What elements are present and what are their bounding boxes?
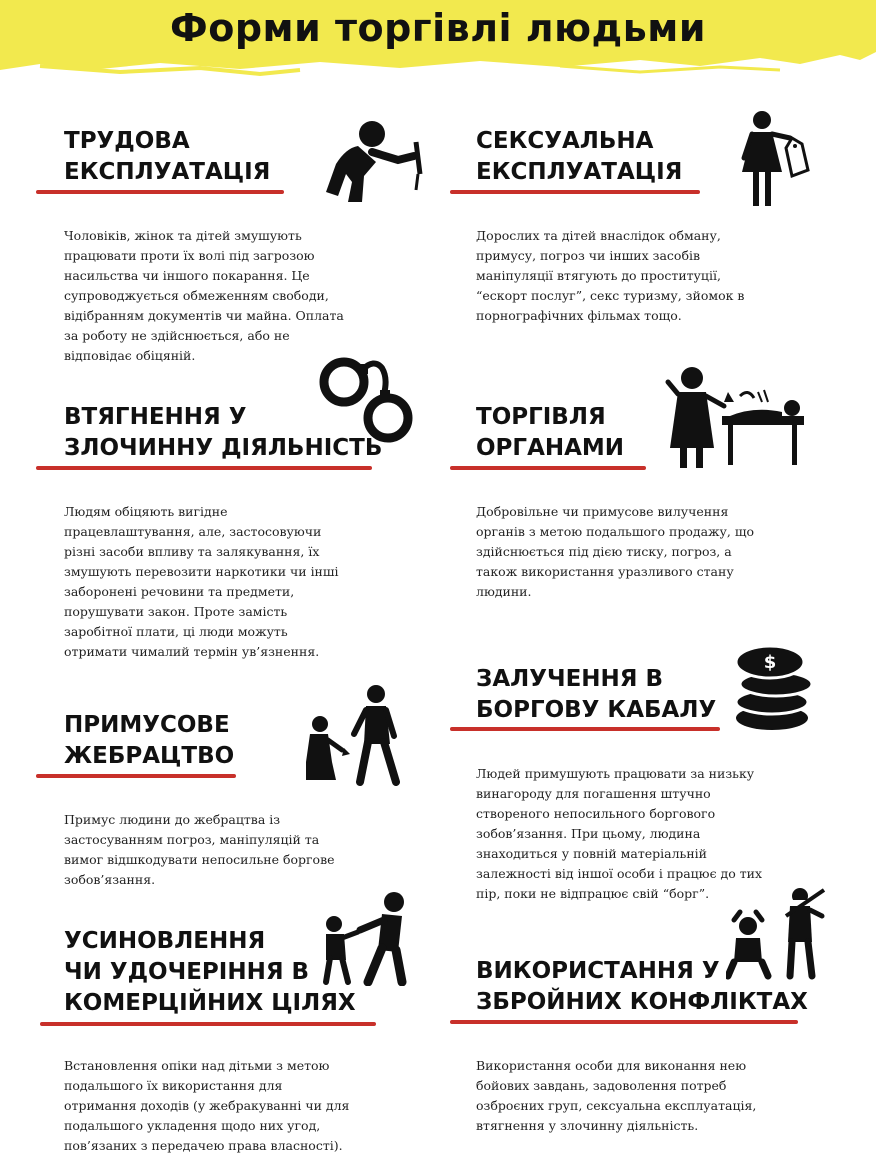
text-crime [64, 502, 339, 662]
text-line: за роботу не здійснюється, або не [64, 328, 290, 343]
text-line: знаходиться у повній матеріальній [476, 846, 707, 861]
text-line: ТРУДОВА [64, 128, 190, 154]
text-line: ПРИМУСОВЕ [64, 712, 230, 738]
text-line: насильства чи іншого покарання. Це [64, 268, 310, 283]
text-line: пов’язаних з передачею права власності). [64, 1138, 343, 1153]
text-line: працювати проти їх волі під загрозою [64, 248, 315, 263]
text-line: озброєних груп, сексуальна експлуатація, [476, 1098, 757, 1113]
heading-underline [450, 466, 646, 470]
heading-underline [450, 727, 720, 731]
text-line: Людям обіцяють вигідне [64, 504, 228, 519]
page-title: Форми торгівлі людьми [170, 6, 706, 50]
text-line: Дорослих та дітей внаслідок обману, [476, 228, 721, 243]
heading-sexual [476, 126, 682, 188]
text-line: ЧИ УДОЧЕРІННЯ В [64, 959, 310, 985]
text-labor [64, 226, 344, 366]
heading-adoption [64, 926, 356, 1019]
text-line: ЖЕБРАЦТВО [64, 743, 235, 769]
text-line: отримання доходів (у жебракуванні чи для [64, 1098, 350, 1113]
text-line: різні засоби впливу та залякування, їх [64, 544, 320, 559]
text-line: порушувати закон. Проте замість [64, 604, 288, 619]
text-line: вимог відшкодувати непосильне боргове [64, 852, 335, 867]
text-line: Примус людини до жебрацтва із [64, 812, 281, 827]
text-line: органів з метою подальшого продажу, що [476, 524, 754, 539]
text-line: ЗЛОЧИННУ ДІЯЛЬНІСТЬ [64, 435, 383, 461]
text-line: ЕКСПЛУАТАЦІЯ [476, 159, 683, 185]
text-line: пір, поки не відпрацює свій “борг”. [476, 886, 710, 901]
text-line: ЗБРОЙНИХ КОНФЛІКТАХ [476, 989, 808, 1015]
text-line: “ескорт послуг”, секс туризму, зйомок в [476, 288, 745, 303]
soldier-hostage-icon [726, 886, 828, 982]
heading-organs [476, 402, 624, 464]
text-sexual [476, 226, 744, 326]
text-line: Використання особи для виконання нею [476, 1058, 747, 1073]
text-line: працевлаштування, але, застосовуючи [64, 524, 322, 539]
heading-underline [40, 1022, 376, 1026]
text-line: ВТЯГНЕННЯ У [64, 404, 247, 430]
text-line: зобов’язання. При цьому, людина [476, 826, 701, 841]
text-line: здійснюється під дією тиску, погроз, а [476, 544, 732, 559]
text-line: Чоловіків, жінок та дітей змушують [64, 228, 302, 243]
text-line: змушують перевозити наркотики чи інші [64, 564, 339, 579]
text-line: ЗАЛУЧЕННЯ В [476, 666, 664, 692]
text-begging [64, 810, 335, 890]
text-line: ВИКОРИСТАННЯ У [476, 958, 720, 984]
handcuffs-icon [318, 352, 418, 448]
text-line: подальшого їх використання для [64, 1078, 283, 1093]
text-line: УСИНОВЛЕННЯ [64, 928, 266, 954]
svg-text:$: $ [763, 652, 777, 673]
woman-price-tag-icon [738, 108, 814, 210]
text-line: також використання уразливого стану [476, 564, 734, 579]
text-adoption [64, 1056, 349, 1156]
text-line: зобов’язання. [64, 872, 156, 887]
surgeon-icon [664, 362, 808, 470]
text-line: подальшого укладення щодо них угод, [64, 1118, 321, 1133]
adult-child-icon [320, 890, 412, 986]
text-line: відповідає обіцяній. [64, 348, 196, 363]
heading-begging [64, 710, 234, 772]
text-line: примусу, погроз чи інших засобів [476, 248, 700, 263]
text-line: маніпуляції втягують до проституції, [476, 268, 721, 283]
text-line: створеного непосильного боргового [476, 806, 716, 821]
text-line: бойових завдань, задоволення потреб [476, 1078, 727, 1093]
heading-underline [36, 190, 284, 194]
text-line: відібранням документів чи майна. Оплата [64, 308, 344, 323]
text-line: СЕКСУАЛЬНА [476, 128, 654, 154]
text-armed [476, 1056, 756, 1136]
text-line: порнографічних фільмах тощо. [476, 308, 682, 323]
text-line: Встановлення опіки над дітьми з метою [64, 1058, 330, 1073]
heading-debt [476, 664, 716, 726]
text-line: КОМЕРЦІЙНИХ ЦІЛЯХ [64, 990, 356, 1016]
text-line: залежності від іншої особи і працює до тих [476, 866, 763, 881]
heading-labor [64, 126, 270, 188]
text-line: заборонені речовини та предмети, [64, 584, 295, 599]
text-line: ЕКСПЛУАТАЦІЯ [64, 159, 271, 185]
text-line: втягнення у злочинну діяльність. [476, 1118, 699, 1133]
heading-underline [36, 466, 372, 470]
heading-underline [450, 190, 700, 194]
beggar-icon [298, 682, 410, 786]
text-line: ОРГАНАМИ [476, 435, 625, 461]
text-line: отримати чималий термін ув’язнення. [64, 644, 320, 659]
heading-underline [36, 774, 236, 778]
text-line: заробітної плати, ці люди можуть [64, 624, 288, 639]
text-line: людини. [476, 584, 532, 599]
coins-icon [732, 640, 818, 732]
text-line: БОРГОВУ КАБАЛУ [476, 697, 717, 723]
text-line: Добровільне чи примусове вилучення [476, 504, 729, 519]
worker-icon [318, 112, 428, 204]
text-line: ТОРГІВЛЯ [476, 404, 606, 430]
text-debt [476, 764, 762, 904]
heading-underline [450, 1020, 798, 1024]
text-organs [476, 502, 754, 602]
text-line: застосуванням погроз, маніпуляцій та [64, 832, 320, 847]
text-line: Людей примушують працювати за низьку [476, 766, 755, 781]
text-line: супроводжується обмеженням свободи, [64, 288, 329, 303]
text-line: винагороду для погашення штучно [476, 786, 711, 801]
